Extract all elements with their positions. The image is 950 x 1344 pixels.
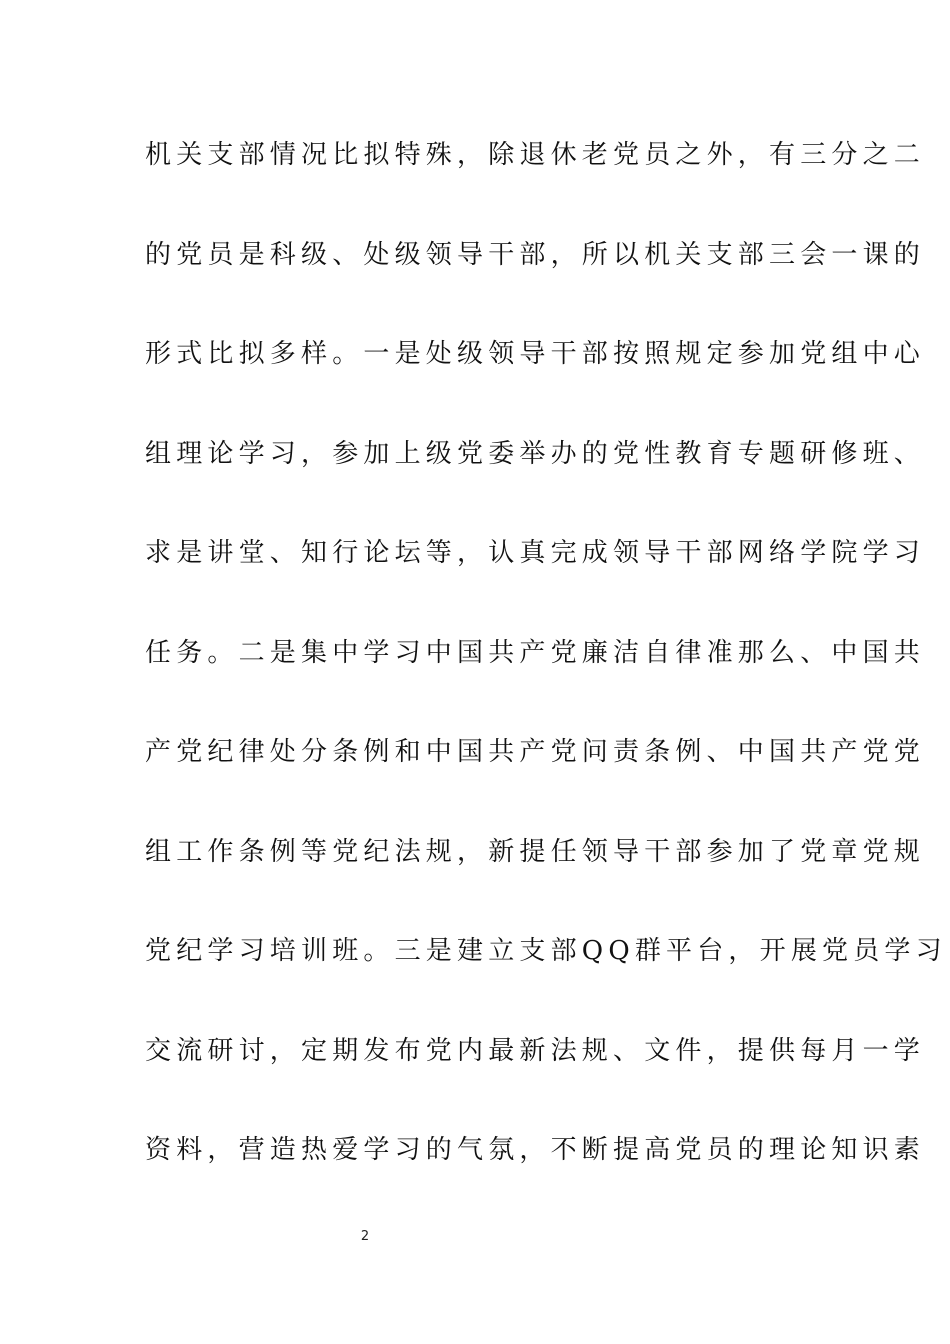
text-line: 的党员是科级、处级领导干部，所以机关支部三会一课的 [145,239,926,270]
body-text [145,130,947,1225]
text-line: 党纪学习培训班。三是建立支部QQ群平台，开展党员学习 [145,936,947,966]
page-number: 2 [360,1229,370,1244]
text-line: 求是讲堂、知行论坛等，认真完成领导干部网络学院学习 [145,538,926,568]
text-line: 任务。二是集中学习中国共产党廉洁自律准那么、中国共 [145,637,926,668]
text-line: 组理论学习，参加上级党委举办的党性教育专题研修班、 [145,438,926,469]
text-line: 机关支部情况比拟特殊，除退休老党员之外，有三分之二 [145,140,926,170]
text-line: 资料，营造热爱学习的气氛，不断提高党员的理论知识素 [145,1135,926,1165]
text-line: 交流研讨，定期发布党内最新法规、文件，提供每月一学 [145,1035,926,1066]
text-line: 组工作条例等党纪法规，新提任领导干部参加了党章党规 [145,836,926,867]
text-line: 形式比拟多样。一是处级领导干部按照规定参加党组中心 [145,339,926,369]
text-line: 产党纪律处分条例和中国共产党问责条例、中国共产党党 [145,737,926,767]
